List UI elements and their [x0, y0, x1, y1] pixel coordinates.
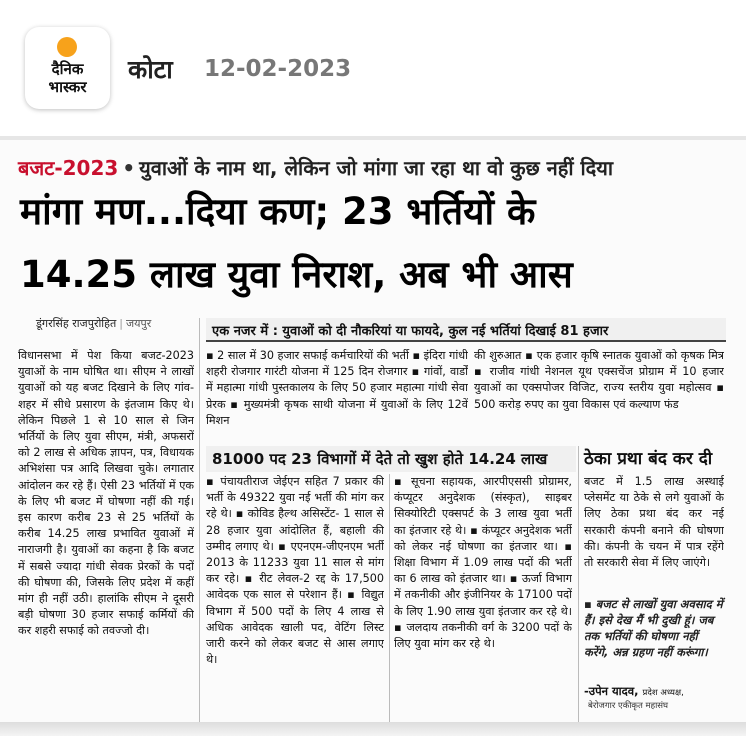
side-story-text: बजट में 1.5 लाख अस्थाई प्लेसमेंट या ठेके से लगे युवाओं के लिए ठेका प्रथा बंद कर नई सरकारी कंपनी बनाने की घोषणा की। कंपनी के चयन में पात्र रहेंगे तो सरकारी सेवा में लिए जाएंगे।: [584, 475, 724, 570]
kicker-tag: बजट-2023: [18, 156, 119, 180]
vacancies-column-c: ▪ पंचायतीराज जेईएन सहित 7 प्रकार की भर्ती के 49322 युवा नई भर्ती की मांग कर रहे थे। ▪ कोविड हैल्थ असिस्टेंट- 1 साल से 28 हजार युवा आंदोलित हैं, बहाली की उम्मीद लगाए थे। ▪ एएनएम-जीएनएम भर्ती 2013 के 11233 युवा 11 साल से मांग कर रहे। ▪ रीट लेवल-2 रद्द के 17,500 आवेदक एक साल से परेशान हैं। ▪ विद्युत विभाग में 500 पदों के लिए 4 लाख से अधिक आवेदक खाली पद, वेटिंग लिस्ट जारी करने को लेकर बजट से आस लगाए थे।: [206, 475, 384, 667]
edition-city: कोटा: [128, 55, 173, 84]
kicker-text: युवाओं के नाम था, लेकिन जो मांगा जा रहा था वो कुछ नहीं दिया: [139, 156, 614, 180]
page-fold-edge: [0, 722, 746, 736]
logo-text-line1: दैनिक: [51, 60, 84, 78]
glance-column-b: की शुरुआत ▪ एक हजार कृषि स्नातक युवाओं को कृषक मित्र ▪ राजीव गांधी नेशनल यूथ एक्सचेंज प्रोग्राम में 10 हजार युवाओं का एक्सपोजर विजिट, राज्य स्तरीय युवा महोत्सव ▪ 500 करोड़ रुपए का युवा विकास एवं कल्याण फंड: [474, 349, 724, 411]
main-headline-line-1: मांगा मण...दिया कण; 23 भर्तियों के: [20, 190, 536, 233]
main-headline-line-2: 14.25 लाख युवा निराश, अब भी आस: [20, 253, 573, 296]
vacancies-column-d: ▪ सूचना सहायक, आरपीएससी प्रोग्रामर, कंप्यूटर अनुदेशक (संस्कृत), साइबर सिक्योरिटी एक्सपर्ट के 3 लाख युवा भर्ती का इंतजार रहे थे। ▪ कंप्यूटर अनुदेशक भर्ती को लेकर नई घोषणा का इंतजार था। ▪ शिक्षा विभाग में 1.09 लाख पदों की भर्ती का 6 लाख को इंतजार था। ▪ ऊर्जा विभाग में तकनीकी और इंजीनियर के 17100 पदों के लिए 1.90 लाख युवा इंतजार कर रहे थे। ▪ जलदाय तकनीकी वर्ग के 3200 पदों के लिए युवा मांग कर रहे थे।: [394, 475, 572, 651]
edition-date: 12-02-2023: [204, 56, 352, 82]
app-header: [0, 0, 746, 136]
quote-author-role: प्रदेश अध्यक्ष,: [642, 688, 684, 698]
side-headline-contract: ठेका प्रथा बंद कर दी: [584, 449, 713, 469]
sub-headline-81000: 81000 पद 23 विभागों में देते तो खुश होते 14.24 लाख: [206, 446, 576, 472]
kicker-bullet: •: [122, 156, 136, 180]
column-divider: [389, 474, 390, 722]
glance-column-a: ▪ 2 साल में 30 हजार सफाई कर्मचारियों की भर्ती ▪ इंदिरा गांधी शहरी रोजगार गारंटी योजना में 125 दिन रोजगार ▪ गांवों, वार्डों में महात्मा गांधी पुस्तकालय के लिए 50 हजार महात्मा गांधी सेवा प्रेरक ▪ मुख्यमंत्री कृषक साथी योजना में युवाओं के लिए 12वें मिशन: [206, 349, 468, 427]
headline-kicker: [18, 154, 613, 181]
adjacent-article-edge: [736, 150, 746, 730]
dainik-bhaskar-logo[interactable]: [25, 27, 110, 109]
byline: [36, 316, 151, 331]
column-divider: [199, 318, 200, 722]
byline-place: जयपुर: [125, 317, 152, 330]
pull-quote: ▪ बजट से लाखों युवा अवसाद में हैं। इसे देख मैं भी दुखी हूं। जब तक भर्तियों की घोषणा नहीं करेंगे, अन्न ग्रहण नहीं करूंगा।: [584, 597, 723, 659]
column-divider: [578, 446, 579, 722]
sun-logo-icon: [57, 37, 77, 57]
byline-separator: |: [119, 317, 123, 330]
at-a-glance-header: एक नजर में : युवाओं को दी नौकरियां या फायदे, कुल नई भर्तियां दिखाई 81 हजार: [206, 318, 726, 342]
logo-text-line2: भास्कर: [48, 78, 87, 96]
article-body-left-column: विधानसभा में पेश किया बजट-2023 युवाओं के नाम घोषित था। सीएम ने लाखों युवाओं को यह बजट दिखाने के लिए गांव-शहर में सीधे प्रसारण के इंतजाम किए थे। लेकिन पिछले 1 से 10 साल से जिन भर्तियों के लिए युवा सीएम, मंत्री, अफसरों को 2 लाख से अधिक ज्ञापन, पत्र, विधायक अभिशंसा पत्र आदि लिखवा चुके। लगातार आंदोलन कर रहे हैं। ऐसी 23 भर्तियों में एक के लिए भी बजट में घोषणा नहीं की गई। इस कारण करीब 23 से 25 भर्तियों के करीब 14.25 लाख प्रभावित युवाओं में नाराजगी है। युवाओं का कहना है कि बजट में सबसे ज्यादा गांधी सेवक प्रेरकों के पदों की घोषणा की, जिसके लिए प्रदेश में कहीं मांग ही नहीं उठी। हालांकि सीएम ने दूसरी बड़ी घोषणा 30 हजार सफाई कर्मियों की कर शहरी सफाई को तवज्जो दी।: [18, 349, 194, 638]
quote-attribution: [584, 684, 729, 700]
byline-author: डूंगरसिंह राजपुरोहित: [36, 317, 117, 330]
quote-organisation: बेरोजगार एकीकृत महासंघ: [588, 701, 669, 711]
quote-author: -उपेन यादव,: [584, 684, 639, 698]
